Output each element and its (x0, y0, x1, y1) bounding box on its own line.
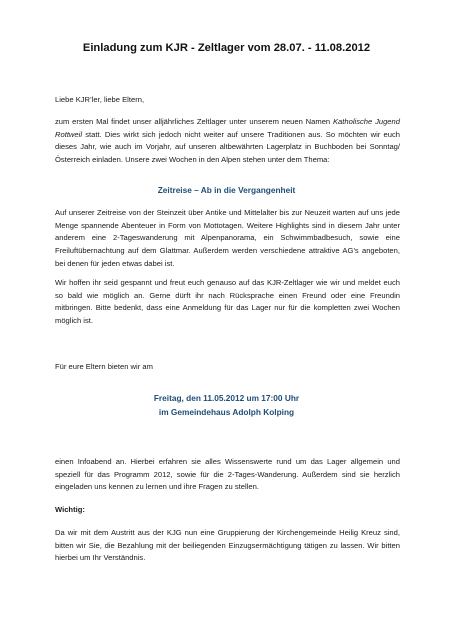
intro-text-part2: statt. Dies wirkt sich jedoch nicht weiter auf unsere Traditionen aus. So möchten wir euch dieses Jahr, wie auch im Vorjahr, auf unseren altbewährten Lagerplatz in Buchboden bei Sonntag/Österreich einladen. Unsere zwei Wochen in den Alpen stehen unter dem Thema: (55, 129, 400, 165)
signup-paragraph: Wir hoffen ihr seid gespannt und freut euch genauso auf das KJR-Zeltlager wie wir und meldet euch so bald wie möglich an. Gerne dürft ihr nach Rücksprache einen Freund oder eine Freundin mitbringen. Bitte bedenkt, dass eine Anmeldung für das Lager nur für die kompletten zwei Wochen möglich ist. (55, 278, 400, 326)
important-paragraph: Da wir mit dem Austritt aus der KJG nun eine Gruppierung der Kirchengemeinde Heilig Kreuz sind, bitten wir Sie, die Bezahlung mit der beiliegenden Einzugsermächtigung tätigen zu lassen. Wir bitten hierbei um Ihr Verständnis. (55, 528, 400, 563)
infoabend-paragraph: einen Infoabend an. Hierbei erfahren sie alles Wissenswerte rund um das Lager allgemein und speziell für das Programm 2012, sowie für die 2-Tages-Wanderung. Außerdem sind sie herzlich eingeladen uns kennen zu lernen und ihre Fragen zu stellen. (55, 457, 400, 492)
theme-heading: Zeitreise – Ab in die Vergangenheit (157, 185, 296, 195)
intro-paragraph (55, 116, 400, 167)
intro-text-part1: zum ersten Mal findet unser alljährliches Zeltlager unter unserem neuen Namen (55, 117, 333, 126)
parents-intro: Für eure Eltern bieten wir am (55, 362, 153, 371)
theme-paragraph: Auf unserer Zeitreise von der Steinzeit über Antike und Mittelalter bis zur Neuzeit warten auf uns jede Menge spannende Abenteuer in Form von Mottotagen. Weitere Highlights sind in diesem Jahr unter anderem eine 2-Tageswanderung mit Alpenpanorama, ein Schwimmbadbesuch, sowie eine Freiluftübernachtung auf dem Glattmar. Außerdem werden verschiedene attraktive AG’s angeboten, bei denen für jeden etwas dabei ist. (55, 208, 400, 268)
event-place: im Gemeindehaus Adolph Kolping (158, 407, 295, 417)
important-label: Wichtig: (55, 505, 85, 514)
greeting: Liebe KJR’ler, liebe Eltern, (55, 95, 145, 104)
organization-name: Katholische Jugend Rottweil (55, 117, 400, 139)
document-title: Einladung zum KJR - Zeltlager vom 28.07. - 11.08.2012 (82, 42, 371, 54)
event-date: Freitag, den 11.05.2012 um 17:00 Uhr (153, 393, 300, 403)
